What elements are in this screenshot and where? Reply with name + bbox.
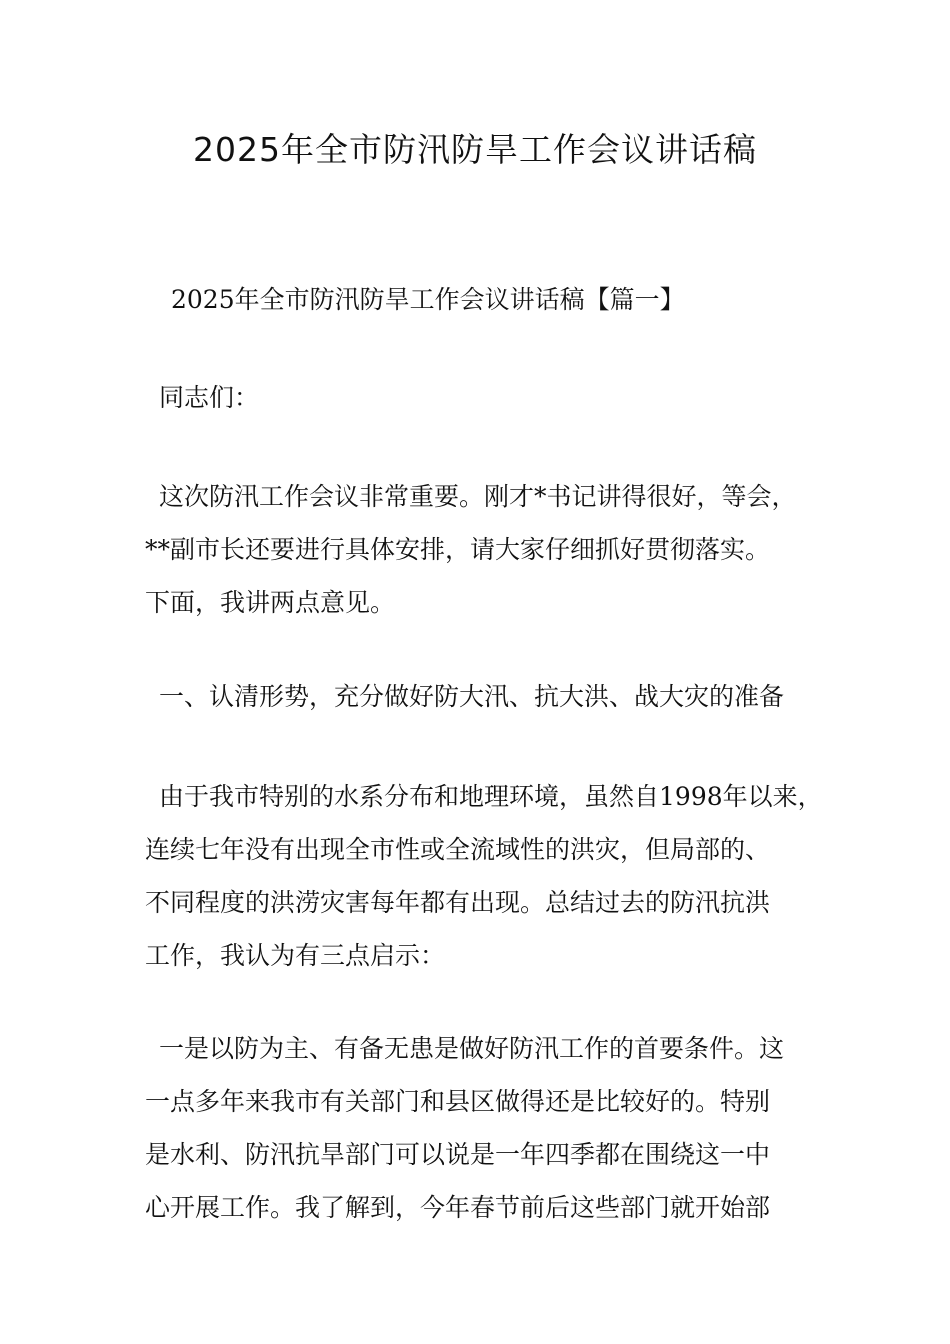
paragraph-line: 这次防汛工作会议非常重要。刚才*书记讲得很好，等会， <box>159 482 797 511</box>
subtitle-line: 2025年全市防汛防旱工作会议讲话稿【篇一】 <box>171 285 685 314</box>
paragraph-line: 由于我市特别的水系分布和地理环境，虽然自1998年以来， <box>159 782 823 811</box>
paragraph-2 <box>145 770 835 982</box>
paragraph-line: 一点多年来我市有关部门和县区做得还是比较好的。特别 <box>145 1087 771 1116</box>
document-title: 2025年全市防汛防旱工作会议讲话稿 <box>193 130 757 169</box>
heading-line: 一、认清形势，充分做好防大汛、抗大洪、战大灾的准备 <box>159 682 785 711</box>
paragraph-1 <box>145 470 835 629</box>
section-heading-1 <box>145 670 835 723</box>
paragraph-3 <box>145 1022 835 1234</box>
salutation <box>145 371 835 424</box>
paragraph-line: 是水利、防汛抗旱部门可以说是一年四季都在围绕这一中 <box>145 1140 771 1169</box>
paragraph-line: **副市长还要进行具体安排，请大家仔细抓好贯彻落实。 <box>145 535 771 564</box>
paragraph-line: 连续七年没有出现全市性或全流域性的洪灾，但局部的、 <box>145 835 771 864</box>
paragraph-line: 一是以防为主、有备无患是做好防汛工作的首要条件。这 <box>159 1034 785 1063</box>
document-subtitle <box>145 273 835 326</box>
paragraph-line: 下面，我讲两点意见。 <box>145 588 396 617</box>
salutation-line: 同志们： <box>159 383 260 412</box>
paragraph-line: 工作，我认为有三点启示： <box>145 941 446 970</box>
paragraph-line: 心开展工作。我了解到，今年春节前后这些部门就开始部 <box>145 1193 771 1222</box>
paragraph-line: 不同程度的洪涝灾害每年都有出现。总结过去的防汛抗洪 <box>145 888 771 917</box>
